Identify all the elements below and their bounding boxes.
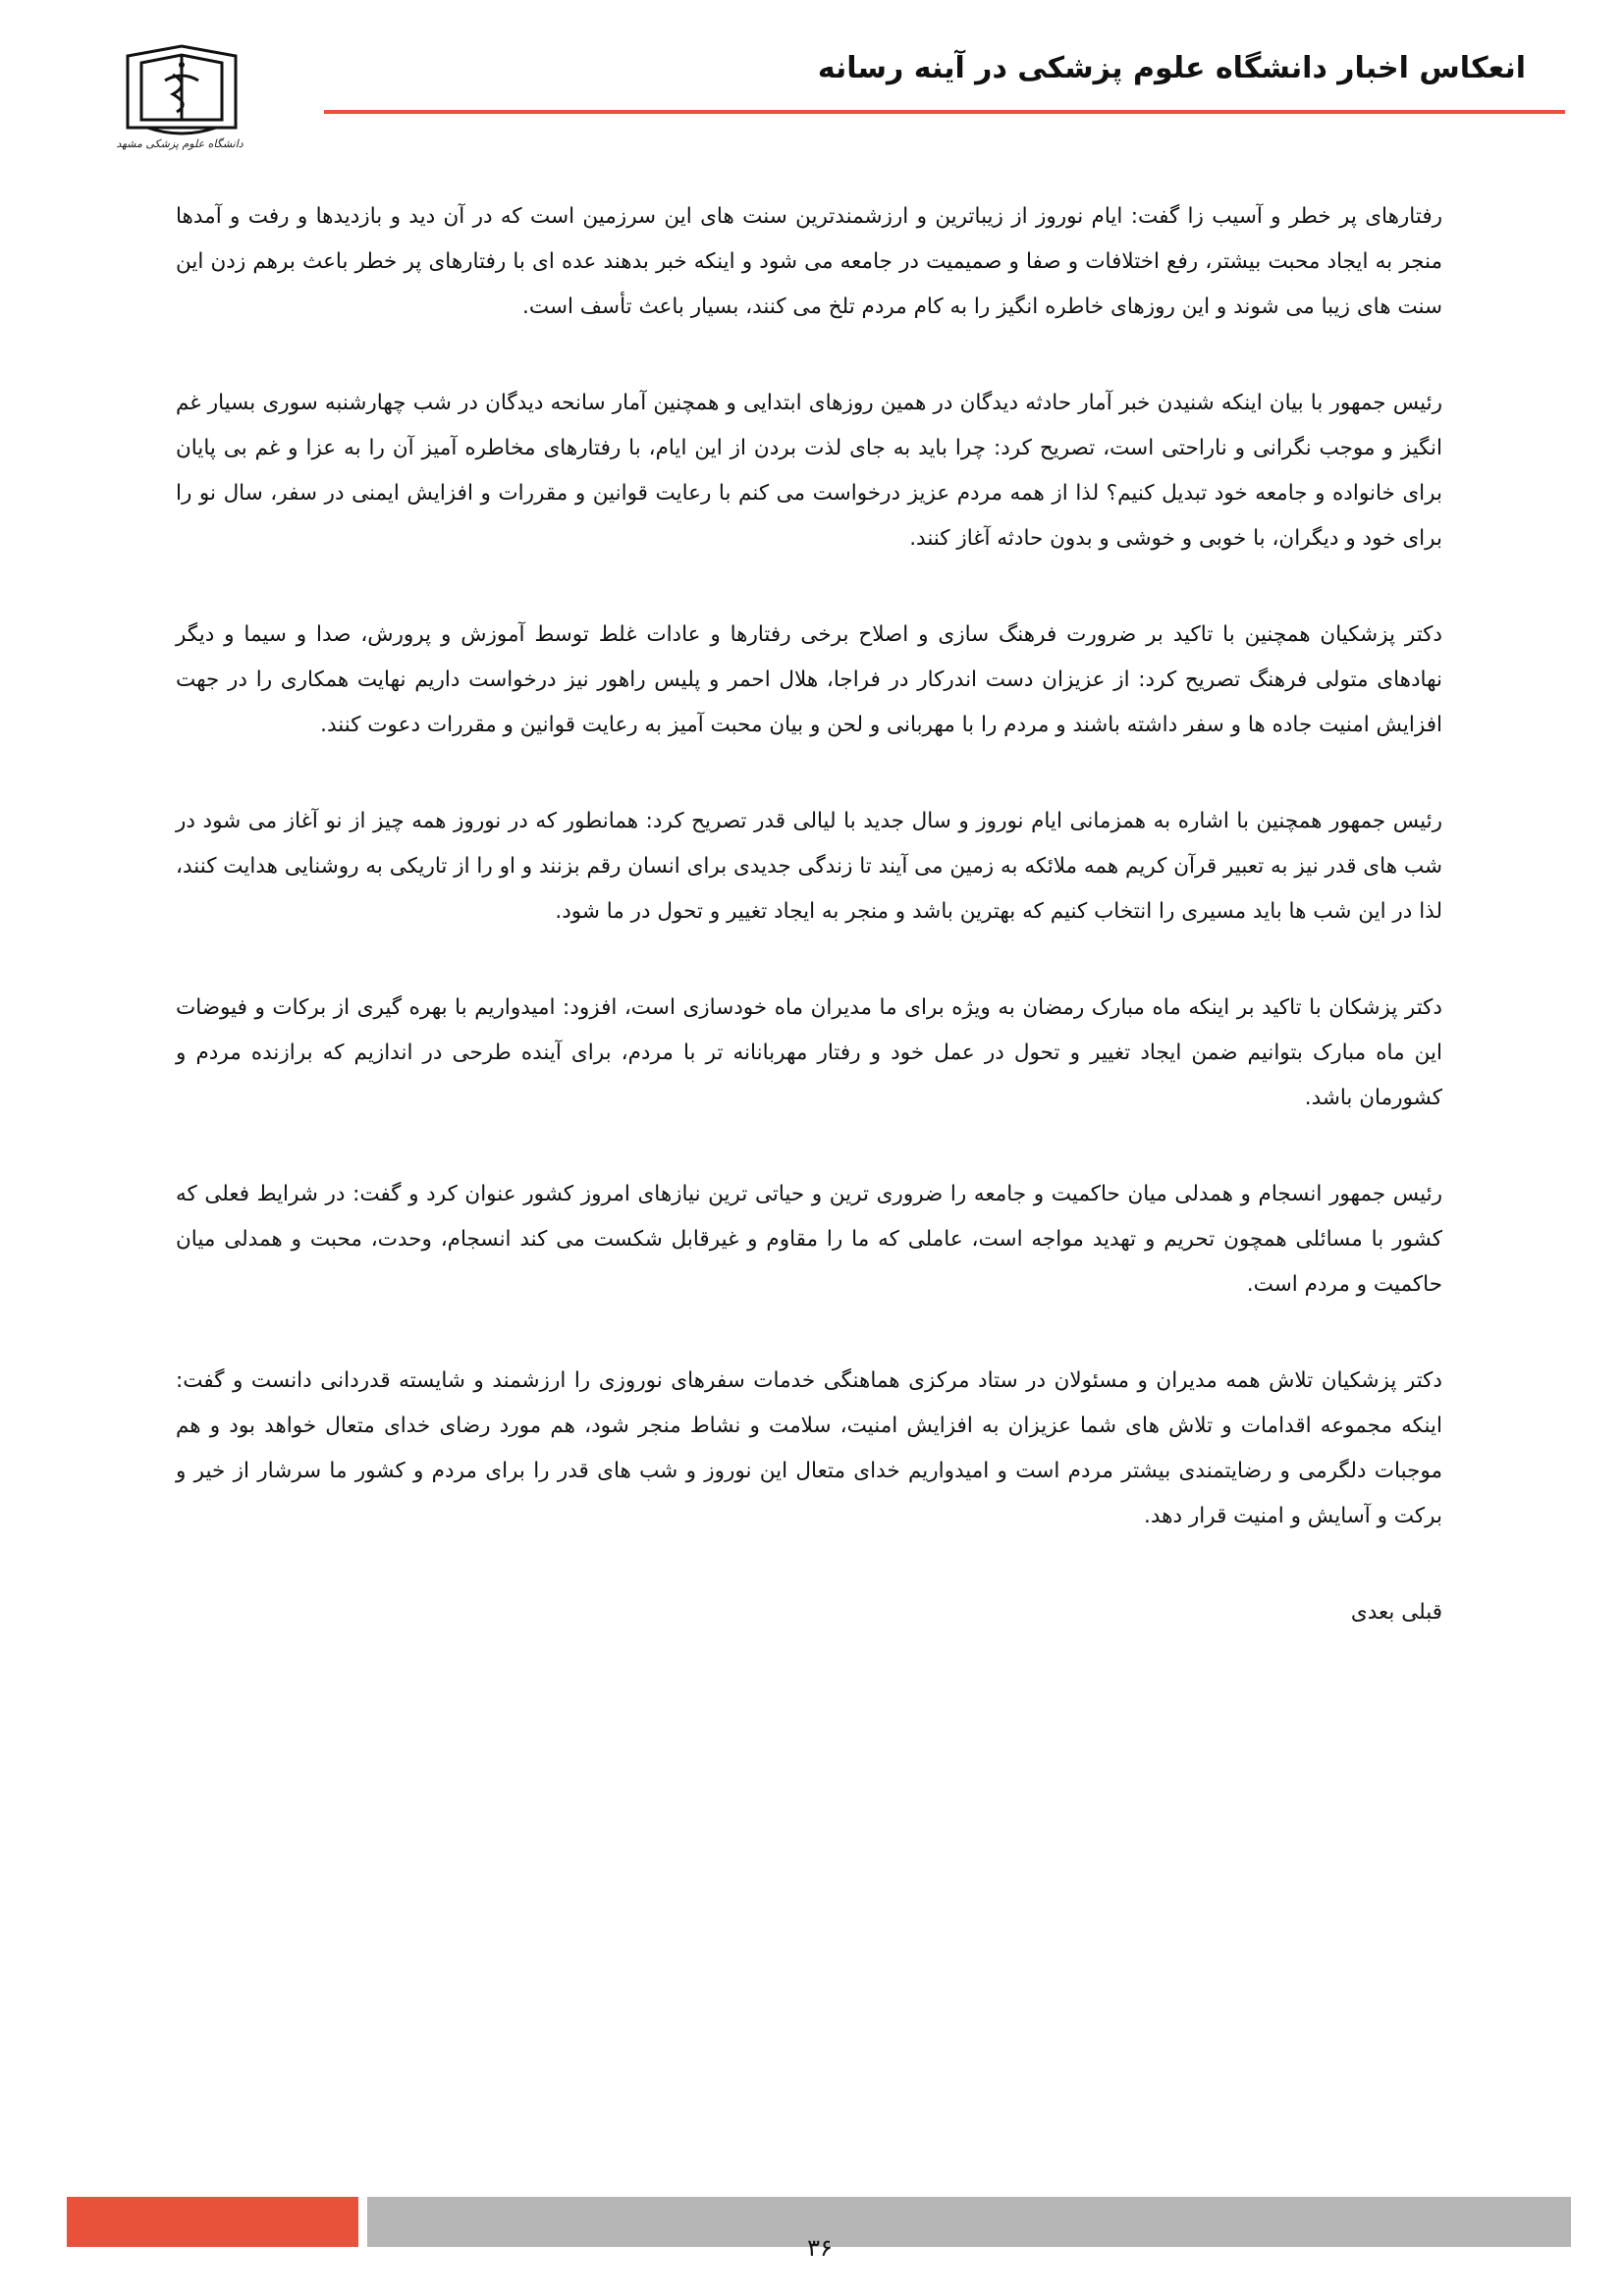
- header-divider: [324, 110, 1565, 114]
- prev-next-text: قبلی بعدی: [1350, 1600, 1442, 1625]
- page-number: ۳۶: [807, 2234, 833, 2262]
- article-paragraph: رئیس جمهور همچنین با اشاره به همزمانی ایام نوروز و سال جدید با لیالی قدر تصریح کرد: همانطور که در نوروز همه چیز از نو آغاز می شود در شب های قدر نیز به تعبیر قرآن کریم همه ملائکه به زمین می آیند تا زندگی جدیدی برای انسان رقم بزنند و او را از تاریکی به روشنایی هدایت کنند، لذا در این شب ها باید مسیری را انتخاب کنیم که بهترین باشد و منجر به ایجاد تغییر و تحول در ما شود.: [176, 809, 1442, 924]
- article-paragraph: رفتارهای پر خطر و آسیب زا گفت: ایام نوروز از زیباترین و ارزشمندترین سنت های این سرزمین است که در آن دید و بازدیدها و رفت و آمدها منجر به ایجاد محبت بیشتر، رفع اختلافات و صفا و صمیمیت در جامعه می شود و اینکه خبر بدهند عده ای با رفتارهای پر خطر باعث برهم زدن این سنت های زیبا می شوند و این روزهای خاطره انگیز را به کام مردم تلخ می کنند، بسیار باعث تأسف است.: [176, 204, 1442, 319]
- article-paragraph: رئیس جمهور انسجام و همدلی میان حاکمیت و جامعه را ضروری ترین و حیاتی ترین نیازهای امروز کشور عنوان کرد و گفت: در شرایط فعلی که کشور با مسائلی همچون تحریم و تهدید مواجه است، عاملی که ما را مقاوم و غیرقابل شکست می کند انسجام، وحدت، محبت و همدلی میان حاکمیت و مردم است.: [176, 1182, 1442, 1297]
- footer-red-bar: [67, 2197, 358, 2247]
- footer-gray-bar: [367, 2197, 1571, 2247]
- article-paragraph: دکتر پزشکان با تاکید بر اینکه ماه مبارک رمضان به ویژه برای ما مدیران ماه خودسازی است، افزود: امیدواریم با بهره گیری از برکات و فیوضات این ماه مبارک بتوانیم ضمن ایجاد تغییر و تحول در عمل خود و رفتار مهربانانه تر با مردم، برای آینده طرحی در اندازیم که برازنده مردم و کشورمان باشد.: [176, 995, 1442, 1110]
- article-paragraph: دکتر پزشکیان تلاش همه مدیران و مسئولان در ستاد مرکزی هماهنگی خدمات سفرهای نوروزی را ارزشمند و شایسته قدردانی دانست و گفت: اینکه مجموعه اقدامات و تلاش های شما عزیزان به افزایش امنیت، سلامت و نشاط منجر شود، هم مورد رضای خدای متعال خواهد بود و هم موجبات دلگرمی و رضایتمندی بیشتر مردم است و امیدواریم خدای متعال این نوروز و شب های قدر را برای مردم و کشور ما سرشار از خیر و برکت و آسایش و امنیت قرار دهد.: [176, 1368, 1442, 1528]
- article-paragraph: دکتر پزشکیان همچنین با تاکید بر ضرورت فرهنگ سازی و اصلاح برخی رفتارها و عادات غلط توسط آموزش و پرورش، صدا و سیما و دیگر نهادهای متولی فرهنگ تصریح کرد: از عزیزان دست اندرکار در فراجا، هلال احمر و پلیس راهور نیز درخواست داریم نهایت همکاری را در جهت افزایش امنیت جاده ها و سفر داشته باشند و مردم را با مهربانی و لحن و بیان محبت آمیز به رعایت قوانین و مقررات دعوت کنند.: [176, 622, 1442, 737]
- page-header-title: انعکاس اخبار دانشگاه علوم پزشکی در آینه رسانه: [817, 51, 1526, 85]
- article-body: [176, 194, 1442, 1635]
- logo-caption: دانشگاه علوم پزشکی مشهد: [116, 137, 244, 150]
- article-paragraph: رئیس جمهور با بیان اینکه شنیدن خبر آمار حادثه دیدگان در همین روزهای ابتدایی و همچنین آمار سانحه دیدگان در شب چهارشنبه سوری بسیار غم انگیز و موجب نگرانی و ناراحتی است، تصریح کرد: چرا باید به جای لذت بردن از این ایام، با رفتارهای مخاطره آمیز آن را به عزا و غم بی پایان برای خانواده و جامعه خود تبدیل کنیم؟ لذا از همه مردم عزیز درخواست می کنم با رعایت قوانین و مقررات و افزایش ایمنی در سفر، سال نو را برای خود و دیگران، با خوبی و خوشی و بدون حادثه آغاز کنند.: [176, 391, 1442, 551]
